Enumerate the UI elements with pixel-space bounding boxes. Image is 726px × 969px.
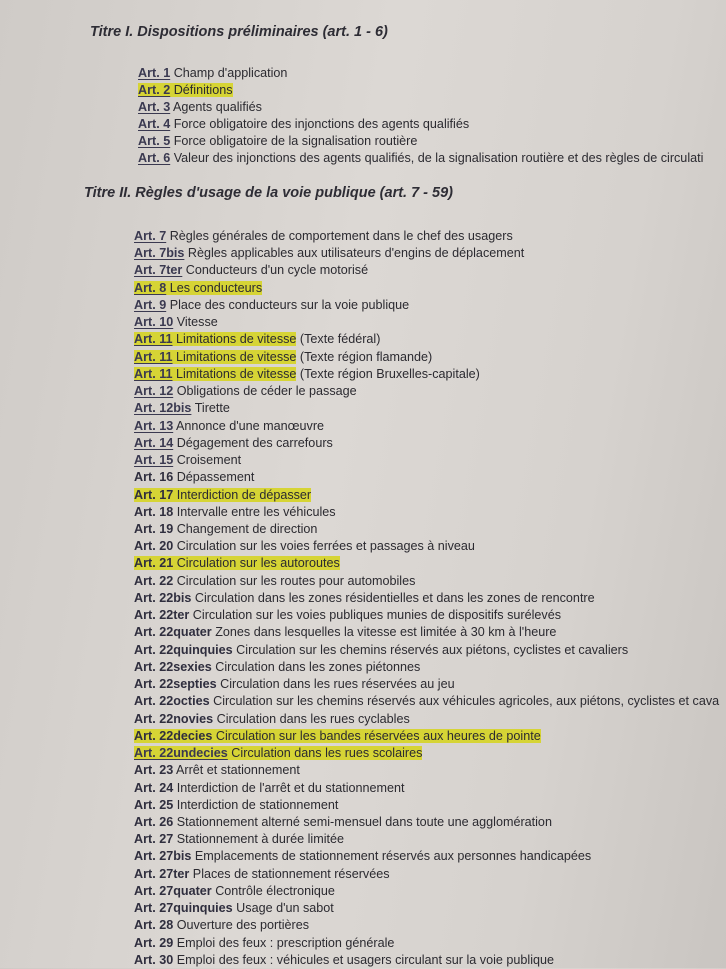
article-title: Circulation sur les autoroutes bbox=[176, 556, 340, 571]
article-number: Art. 22septies bbox=[134, 677, 217, 692]
article-link[interactable]: Art. 9 bbox=[134, 297, 167, 312]
article-text bbox=[138, 134, 417, 148]
article-text bbox=[134, 315, 218, 329]
article-item bbox=[134, 349, 719, 366]
article-number: Art. 22decies bbox=[134, 728, 213, 743]
article-number: Art. 20 bbox=[134, 539, 174, 554]
article-number: Art. 21 bbox=[134, 556, 174, 571]
article-number: Art. 19 bbox=[134, 521, 174, 536]
article-text bbox=[138, 151, 703, 165]
highlighted-text bbox=[134, 746, 422, 760]
article-text bbox=[134, 574, 415, 588]
article-link[interactable]: Art. 14 bbox=[134, 435, 174, 450]
article-link[interactable]: Art. 12 bbox=[134, 384, 174, 399]
article-item bbox=[134, 762, 719, 779]
article-item bbox=[134, 728, 719, 745]
article-suffix: (Texte région flamande) bbox=[299, 349, 433, 364]
article-text bbox=[134, 712, 410, 726]
article-item bbox=[134, 711, 719, 728]
article-item bbox=[134, 538, 719, 555]
article-item bbox=[134, 297, 719, 314]
article-link[interactable]: Art. 11 bbox=[134, 366, 173, 381]
highlighted-text bbox=[134, 350, 296, 364]
article-item bbox=[134, 245, 719, 262]
article-title: Changement de direction bbox=[176, 521, 318, 536]
article-link[interactable]: Art. 15 bbox=[134, 453, 174, 468]
highlighted-text bbox=[138, 83, 233, 97]
article-title: Vitesse bbox=[176, 315, 218, 330]
article-number: Art. 22novies bbox=[134, 711, 214, 726]
article-number: Art. 24 bbox=[134, 780, 174, 795]
article-item bbox=[134, 314, 719, 331]
article-title: Stationnement à durée limitée bbox=[176, 832, 345, 847]
article-title: Valeur des injonctions des agents qualifiés, de la signalisation routière et des règles de circulati bbox=[173, 151, 704, 165]
article-title: Intervalle entre les véhicules bbox=[176, 504, 336, 519]
article-title: Places de stationnement réservées bbox=[192, 866, 390, 881]
article-link[interactable]: Art. 7 bbox=[134, 229, 167, 243]
article-title: Force obligatoire de la signalisation routière bbox=[173, 134, 418, 148]
article-item bbox=[134, 797, 719, 814]
article-list-titre-1 bbox=[138, 65, 703, 167]
article-title: Circulation sur les voies ferrées et passages à niveau bbox=[176, 539, 475, 554]
article-number: Art. 18 bbox=[134, 504, 174, 519]
article-title: Ouverture des portières bbox=[176, 918, 309, 933]
article-number: Art. 27ter bbox=[134, 866, 190, 881]
article-list-titre-2 bbox=[134, 228, 719, 969]
article-number: Art. 27quater bbox=[134, 883, 212, 898]
article-title: Stationnement alterné semi-mensuel dans toute une agglomération bbox=[176, 814, 552, 829]
article-number: Art. 27bis bbox=[134, 849, 192, 864]
article-title: Limitations de vitesse bbox=[176, 349, 297, 364]
article-title: Limitations de vitesse bbox=[176, 366, 297, 381]
article-title: Limitations de vitesse bbox=[176, 332, 297, 347]
article-item bbox=[134, 780, 719, 797]
highlighted-text bbox=[134, 281, 262, 295]
article-link[interactable]: Art. 6 bbox=[138, 151, 171, 165]
article-text bbox=[134, 660, 420, 674]
article-text bbox=[134, 781, 405, 795]
article-item bbox=[138, 99, 703, 116]
article-title: Usage d'un sabot bbox=[236, 901, 334, 916]
article-item bbox=[134, 262, 719, 279]
article-number: Art. 26 bbox=[134, 814, 174, 829]
highlighted-text bbox=[134, 367, 296, 381]
article-title: Définitions bbox=[173, 83, 233, 97]
article-text bbox=[134, 677, 455, 691]
article-number: Art. 17 bbox=[134, 487, 174, 502]
article-item bbox=[134, 555, 719, 572]
article-title: Croisement bbox=[176, 453, 242, 468]
article-item bbox=[134, 883, 719, 900]
article-item bbox=[138, 133, 703, 150]
article-title: Circulation dans les rues cyclables bbox=[216, 711, 410, 726]
article-link[interactable]: Art. 7bis bbox=[134, 246, 185, 261]
article-text bbox=[134, 470, 254, 484]
article-item bbox=[138, 82, 703, 99]
article-text bbox=[138, 66, 287, 80]
article-item bbox=[134, 418, 719, 435]
article-link[interactable]: Art. 11 bbox=[134, 349, 173, 364]
article-item bbox=[138, 65, 703, 82]
article-item bbox=[134, 624, 719, 641]
article-item bbox=[134, 866, 719, 883]
article-link[interactable]: Art. 4 bbox=[138, 117, 171, 131]
article-link[interactable]: Art. 1 bbox=[138, 66, 171, 80]
article-title: Emplacements de stationnement réservés aux personnes handicapées bbox=[194, 849, 592, 864]
article-title: Emploi des feux : véhicules et usagers circulant sur la voie publique bbox=[176, 952, 555, 967]
article-text bbox=[134, 298, 409, 312]
highlighted-text bbox=[134, 488, 311, 502]
article-number: Art. 22octies bbox=[134, 694, 210, 709]
article-item bbox=[134, 831, 719, 848]
article-number: Art. 22quater bbox=[134, 625, 212, 640]
article-number: Art. 25 bbox=[134, 797, 174, 812]
article-title: Circulation dans les rues scolaires bbox=[231, 746, 423, 761]
article-item bbox=[134, 383, 719, 400]
article-item bbox=[134, 573, 719, 590]
article-text bbox=[134, 901, 334, 915]
article-number: Art. 16 bbox=[134, 470, 174, 485]
article-title: Conducteurs d'un cycle motorisé bbox=[185, 263, 369, 278]
article-text bbox=[134, 229, 513, 243]
article-item bbox=[134, 935, 719, 952]
article-title: Règles applicables aux utilisateurs d'engins de déplacement bbox=[187, 246, 525, 261]
article-text bbox=[134, 643, 628, 657]
article-item bbox=[134, 452, 719, 469]
article-link[interactable]: Art. 5 bbox=[138, 134, 171, 148]
article-title: Arrêt et stationnement bbox=[176, 763, 300, 778]
article-title: Annonce d'une manœuvre bbox=[176, 418, 325, 433]
article-title: Circulation dans les zones piétonnes bbox=[215, 659, 421, 674]
article-item bbox=[134, 469, 719, 486]
article-item bbox=[134, 400, 719, 417]
article-title: Circulation dans les zones résidentielles et dans les zones de rencontre bbox=[194, 590, 595, 605]
highlighted-text bbox=[134, 729, 541, 743]
article-item bbox=[138, 116, 703, 133]
article-link[interactable]: Art. 12bis bbox=[134, 401, 192, 416]
article-title: Force obligatoire des injonctions des agents qualifiés bbox=[173, 117, 470, 131]
article-title: Place des conducteurs sur la voie publique bbox=[169, 297, 410, 312]
article-text bbox=[134, 798, 338, 812]
article-item bbox=[134, 280, 719, 297]
article-item bbox=[134, 642, 719, 659]
article-number: Art. 27 bbox=[134, 832, 174, 847]
article-text bbox=[134, 815, 552, 829]
article-title: Circulation sur les voies publiques munies de dispositifs surélevés bbox=[192, 608, 561, 623]
article-text bbox=[138, 100, 262, 114]
article-title: Tirette bbox=[194, 401, 230, 416]
article-text bbox=[134, 832, 344, 846]
article-text bbox=[134, 263, 368, 277]
article-number: Art. 29 bbox=[134, 935, 174, 950]
section-title-titre-2: Titre II. Règles d'usage de la voie publique (art. 7 - 59) bbox=[84, 185, 453, 201]
article-title: Règles générales de comportement dans le chef des usagers bbox=[169, 229, 513, 243]
article-number: Art. 22sexies bbox=[134, 659, 212, 674]
article-link[interactable]: Art. 13 bbox=[134, 418, 174, 433]
article-number: Art. 22 bbox=[134, 573, 174, 588]
article-text bbox=[134, 436, 333, 450]
article-text bbox=[134, 953, 554, 967]
article-number: Art. 30 bbox=[134, 952, 174, 967]
article-text bbox=[134, 591, 595, 605]
article-number: Art. 23 bbox=[134, 763, 174, 778]
article-text bbox=[134, 419, 324, 433]
article-item bbox=[134, 590, 719, 607]
article-title: Zones dans lesquelles la vitesse est limitée à 30 km à l'heure bbox=[215, 625, 557, 640]
article-link[interactable]: Art. 3 bbox=[138, 100, 171, 114]
article-title: Agents qualifiés bbox=[173, 100, 262, 114]
article-number: Art. 28 bbox=[134, 918, 174, 933]
article-item bbox=[134, 607, 719, 624]
article-text bbox=[134, 918, 309, 932]
article-item bbox=[134, 435, 719, 452]
highlighted-text bbox=[134, 556, 340, 570]
article-item bbox=[134, 331, 719, 348]
article-item bbox=[134, 659, 719, 676]
article-title: Contrôle électronique bbox=[215, 883, 335, 898]
article-link[interactable]: Art. 8 bbox=[134, 280, 167, 295]
article-suffix: (Texte région Bruxelles-capitale) bbox=[299, 366, 480, 381]
article-link[interactable]: Art. 7ter bbox=[134, 263, 183, 278]
article-title: Interdiction de stationnement bbox=[176, 797, 339, 812]
article-text bbox=[134, 849, 591, 863]
article-text bbox=[134, 401, 230, 415]
article-link[interactable]: Art. 22undecies bbox=[134, 746, 228, 761]
article-item bbox=[134, 693, 719, 710]
article-item bbox=[134, 900, 719, 917]
article-item bbox=[134, 952, 719, 969]
article-title: Dégagement des carrefours bbox=[176, 435, 333, 450]
article-title: Circulation sur les chemins réservés aux piétons, cyclistes et cavaliers bbox=[236, 642, 629, 657]
article-item bbox=[138, 150, 703, 167]
article-title: Interdiction de dépasser bbox=[176, 487, 312, 502]
article-title: Les conducteurs bbox=[169, 280, 263, 295]
article-text bbox=[134, 694, 719, 708]
article-item bbox=[134, 228, 719, 245]
article-item bbox=[134, 366, 719, 383]
article-link[interactable]: Art. 2 bbox=[138, 83, 171, 97]
article-text bbox=[134, 246, 524, 260]
article-item bbox=[134, 917, 719, 934]
article-suffix: (Texte fédéral) bbox=[299, 332, 381, 347]
article-text bbox=[134, 384, 357, 398]
article-number: Art. 27quinquies bbox=[134, 901, 233, 916]
article-text bbox=[134, 625, 556, 639]
article-item bbox=[134, 676, 719, 693]
article-text bbox=[134, 884, 335, 898]
article-text bbox=[134, 539, 475, 553]
article-item bbox=[134, 745, 719, 762]
article-title: Circulation sur les routes pour automobiles bbox=[176, 573, 416, 588]
highlighted-text bbox=[134, 332, 296, 346]
article-title: Interdiction de l'arrêt et du stationnement bbox=[176, 780, 405, 795]
article-text bbox=[134, 522, 317, 536]
article-text bbox=[134, 763, 300, 777]
article-number: Art. 22bis bbox=[134, 590, 192, 605]
article-text bbox=[134, 608, 561, 622]
article-item bbox=[134, 814, 719, 831]
article-number: Art. 22quinquies bbox=[134, 642, 233, 657]
article-text bbox=[134, 505, 336, 519]
article-title: Champ d'application bbox=[173, 66, 288, 80]
article-title: Circulation sur les chemins réservés aux véhicules agricoles, aux piétons, cyclistes et cava bbox=[213, 694, 720, 709]
article-title: Dépassement bbox=[176, 470, 255, 485]
article-title: Circulation dans les rues réservées au jeu bbox=[220, 677, 455, 692]
article-item bbox=[134, 521, 719, 538]
article-text bbox=[134, 867, 390, 881]
article-item bbox=[134, 487, 719, 504]
article-link[interactable]: Art. 10 bbox=[134, 315, 174, 330]
article-link[interactable]: Art. 11 bbox=[134, 332, 173, 347]
article-title: Emploi des feux : prescription générale bbox=[176, 935, 395, 950]
article-text bbox=[134, 453, 241, 467]
article-text bbox=[134, 936, 394, 950]
article-title: Circulation sur les bandes réservées aux heures de pointe bbox=[215, 728, 541, 743]
article-item bbox=[134, 504, 719, 521]
article-title: Obligations de céder le passage bbox=[176, 384, 357, 399]
section-title-titre-1: Titre I. Dispositions préliminaires (art. 1 - 6) bbox=[90, 24, 388, 40]
article-item bbox=[134, 848, 719, 865]
article-number: Art. 22ter bbox=[134, 608, 190, 623]
article-text bbox=[138, 117, 469, 131]
